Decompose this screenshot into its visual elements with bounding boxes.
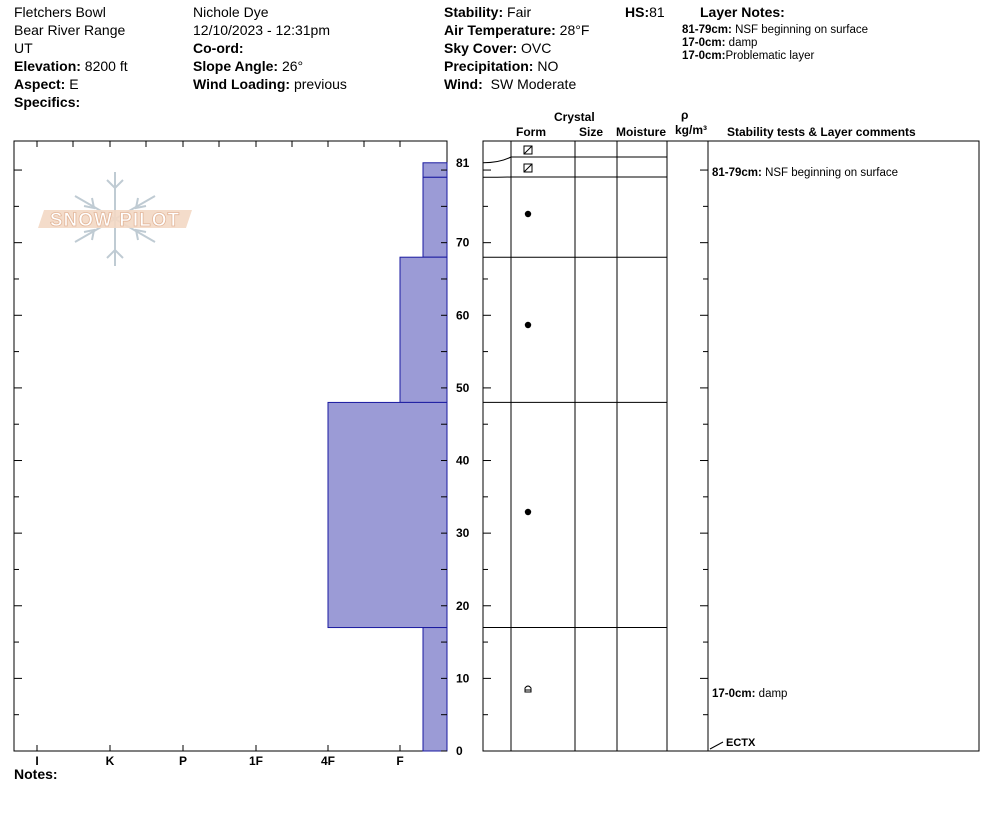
stability-test-label: ECTX [726, 737, 756, 749]
layer-notes-label: Layer Notes: [700, 4, 785, 20]
layer-note-range: 17-0cm: [682, 50, 726, 62]
hardness-tick-label: K [105, 754, 115, 768]
stability-comments-header: Stability tests & Layer comments [727, 125, 916, 139]
layer-comment-text: NSF beginning on surface [765, 167, 899, 179]
stability-label: Stability: [444, 4, 504, 20]
hardness-bar [328, 402, 447, 627]
slope-angle-value: 26° [281, 58, 304, 74]
air-temperature-label: Air Temperature: [444, 22, 556, 38]
hardness-bar [423, 628, 447, 751]
rounded-grain-icon [525, 211, 531, 217]
depth-tick-label: 10 [456, 671, 470, 686]
depth-tick-label: 70 [456, 235, 470, 250]
layer-table-frame [483, 141, 979, 751]
hs-value: 81 [649, 4, 665, 20]
snowpilot-logo [38, 172, 192, 266]
state: UT [14, 40, 33, 56]
wind-value: SW Moderate [490, 76, 577, 92]
layer-connector [483, 157, 511, 163]
layer-comment [712, 167, 898, 179]
layer-note-text: NSF beginning on surface [735, 24, 869, 36]
layer-comment-range: 17-0cm: [712, 688, 759, 700]
wind-label: Wind: [444, 76, 483, 92]
layer-comment [712, 688, 787, 700]
layer-note-range: 81-79cm: [682, 24, 732, 36]
logo-text: SNOW PILOT [49, 210, 181, 231]
precipitation-value: NO [537, 58, 559, 74]
crystal-header: Crystal [554, 110, 595, 124]
aspect-label: Aspect: [14, 76, 66, 92]
depth-tick-label: 81 [456, 155, 470, 170]
layer-comment-text: damp [758, 688, 788, 700]
density-symbol: ρ [681, 108, 689, 122]
rounded-grain-icon [525, 509, 531, 515]
specifics-label: Specifics: [14, 94, 81, 110]
sky-cover-value: OVC [521, 40, 552, 56]
layer-note-range: 17-0cm: [682, 37, 726, 49]
wind-loading-label: Wind Loading: [193, 76, 291, 92]
slope-angle-label: Slope Angle: [193, 58, 279, 74]
depth-tick-label: 50 [456, 380, 470, 395]
depth-tick-label: 20 [456, 598, 470, 613]
stability-test-pointer [710, 742, 723, 749]
location-name: Fletchers Bowl [14, 4, 106, 20]
depth-hoar-icon [525, 686, 531, 692]
coord-label: Co-ord: [193, 40, 244, 56]
precip-particle-icon [524, 146, 532, 154]
sky-cover-label: Sky Cover: [444, 40, 518, 56]
hardness-tick-label: I [35, 754, 39, 768]
depth-tick-label: 40 [456, 453, 470, 468]
wind-loading-value: previous [293, 76, 347, 92]
depth-tick-label: 0 [456, 744, 463, 758]
air-temperature-value: 28°F [559, 22, 590, 38]
form-header: Form [516, 125, 546, 139]
precipitation-label: Precipitation: [444, 58, 534, 74]
rounded-grain-icon [525, 322, 531, 328]
density-unit: kg/m³ [675, 123, 708, 137]
observation-datetime: 12/10/2023 - 12:31pm [193, 22, 330, 38]
stability-value: Fair [507, 4, 532, 20]
depth-tick-label: 30 [456, 526, 470, 541]
layer-note-text: damp [728, 37, 758, 49]
hardness-bar [400, 257, 447, 402]
mountain-range: Bear River Range [14, 22, 126, 38]
notes-label: Notes: [14, 766, 58, 782]
hs-label: HS: [625, 4, 650, 20]
hardness-tick-label: 4F [320, 754, 336, 768]
hardness-bar [423, 177, 447, 257]
elevation-label: Elevation: [14, 58, 81, 74]
layer-note-text: Problematic layer [725, 50, 815, 62]
depth-tick-label: 60 [456, 308, 470, 323]
hardness-tick-label: F [396, 754, 404, 768]
hardness-tick-label: P [178, 754, 188, 768]
hardness-tick-label: 1F [248, 754, 264, 768]
observer-name: Nichole Dye [193, 4, 269, 20]
precip-particle-icon [524, 164, 532, 172]
layer-comment-range: 81-79cm: [712, 167, 766, 179]
elevation-value: 8200 ft [84, 58, 128, 74]
aspect-value: E [69, 76, 79, 92]
moisture-header: Moisture [616, 125, 667, 139]
size-header: Size [579, 125, 604, 139]
